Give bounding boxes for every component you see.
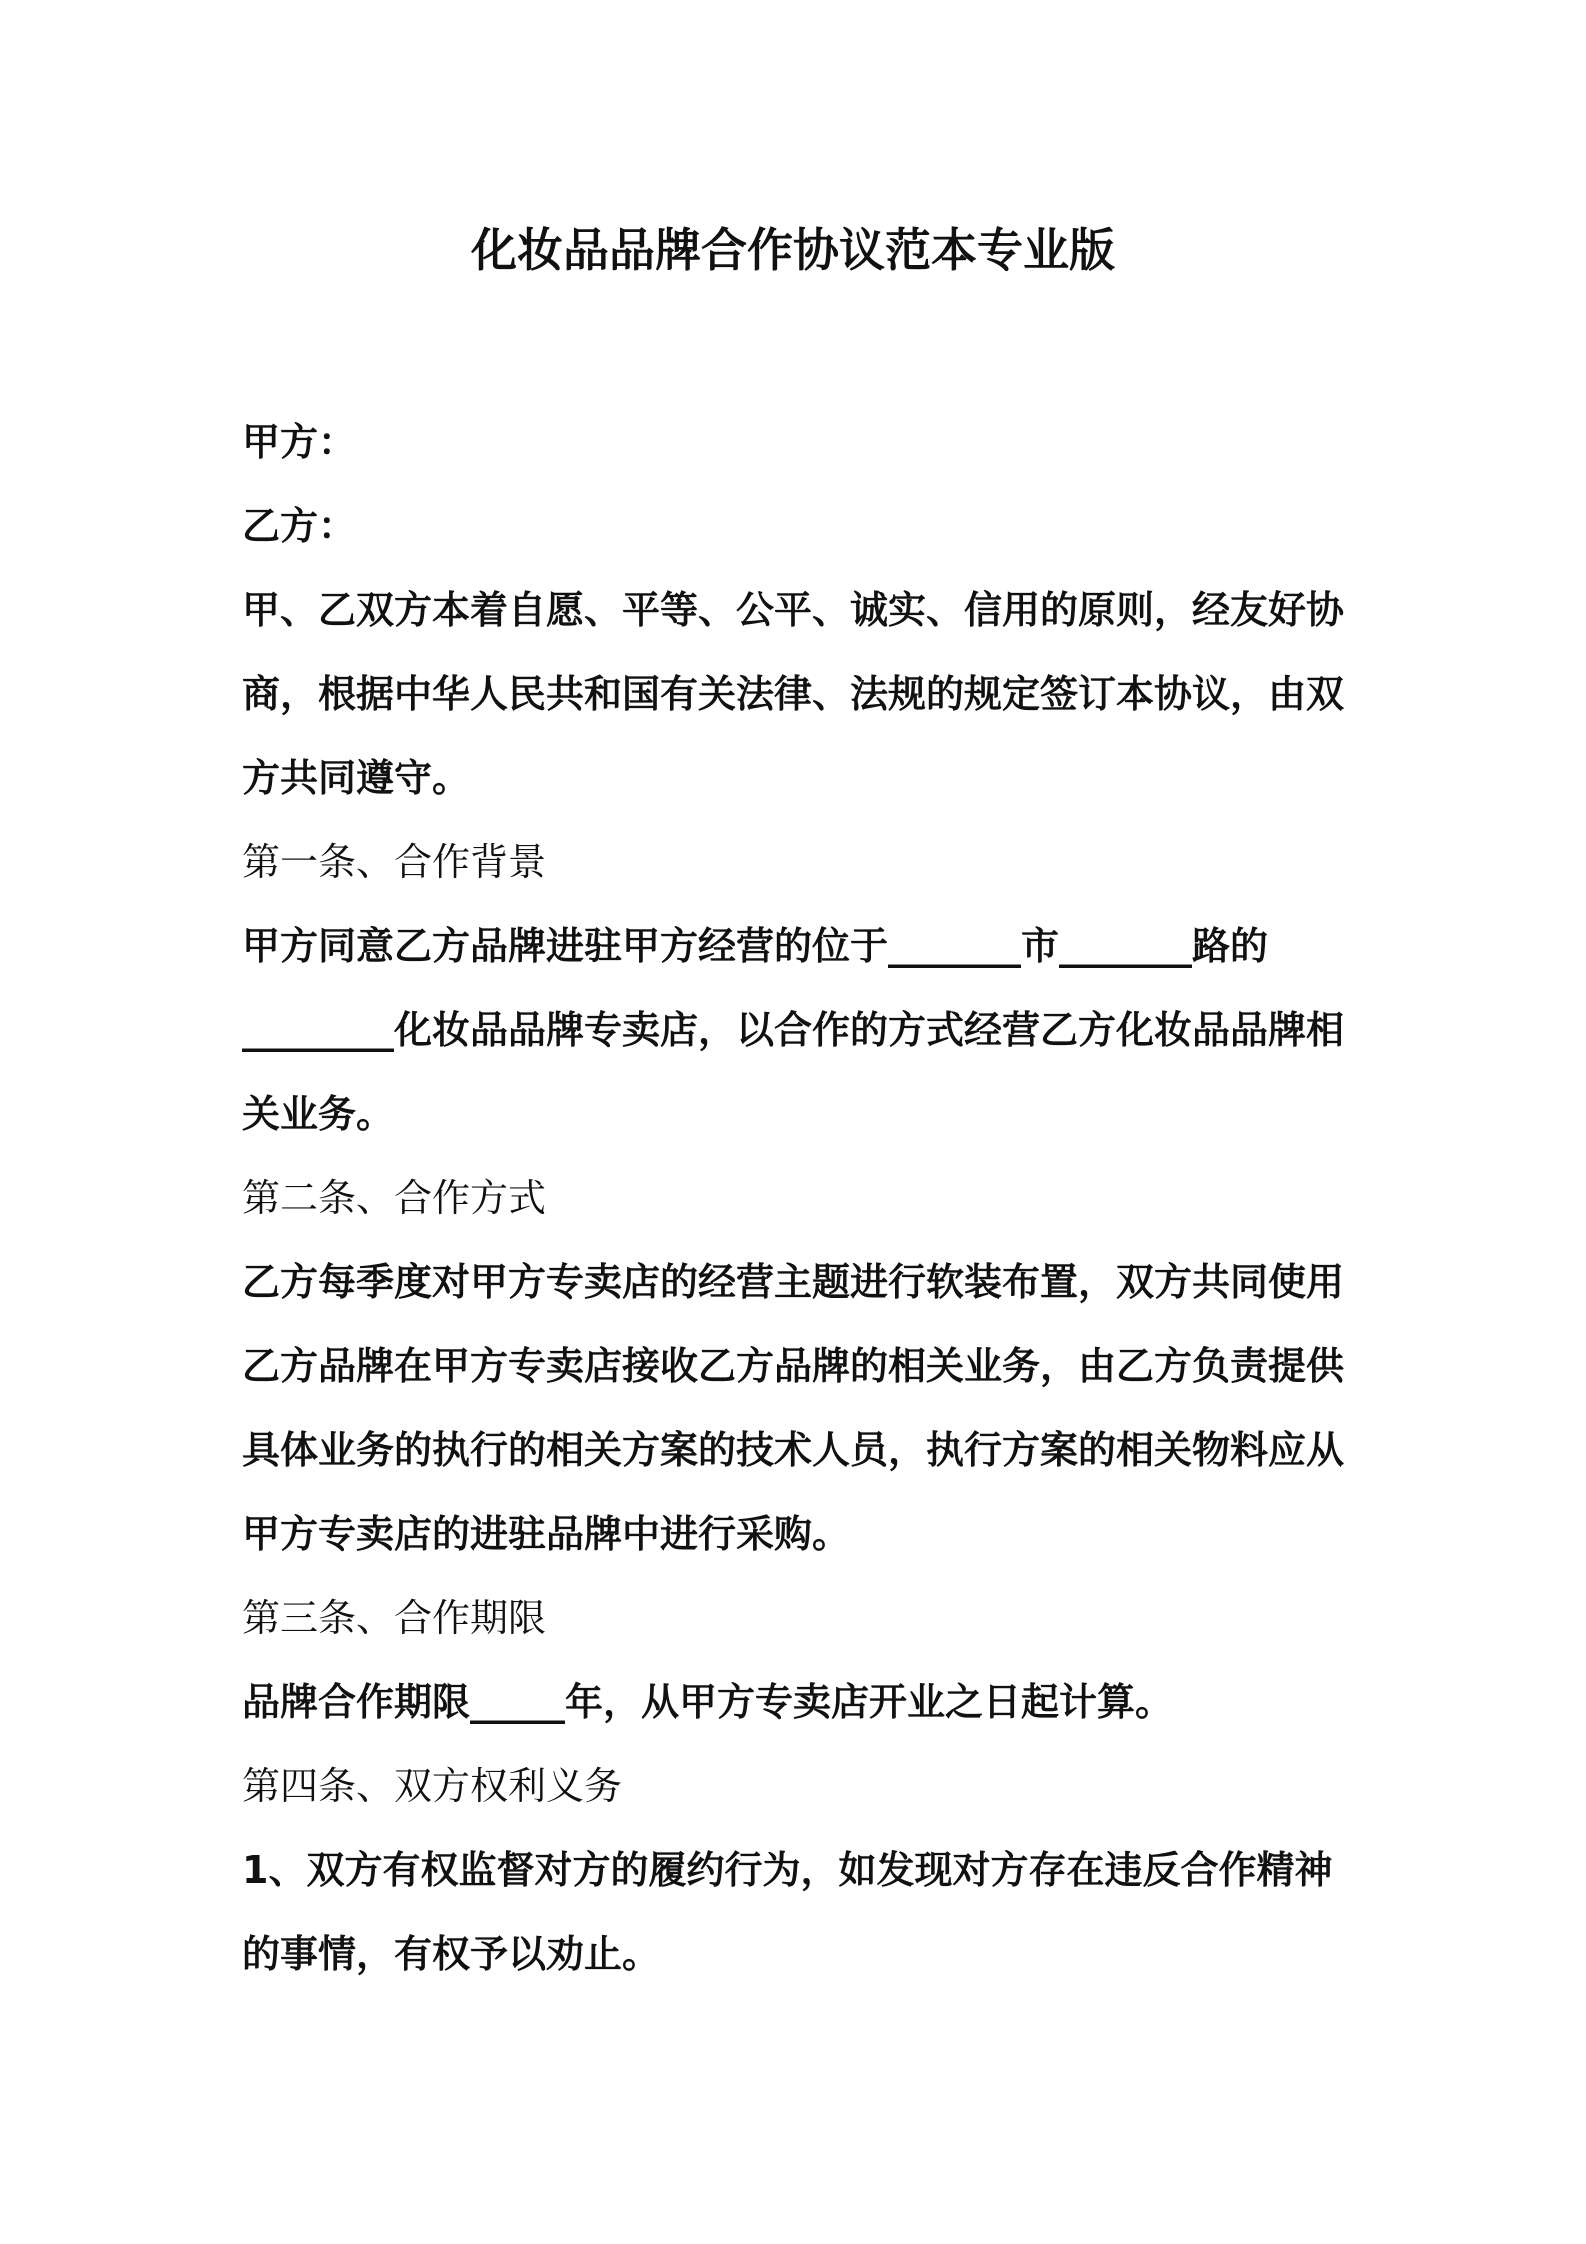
article-2-text: 乙方每季度对甲方专卖店的经营主题进行软装布置，双方共同使用乙方品牌在甲方专卖店接收乙方品牌的相关业务，由乙方负责提供具体业务的执行的相关方案的技术人员，执行方案的相关物料应从甲方专卖店的进驻品牌中进行采购。	[242, 1260, 1345, 1556]
preamble-paragraph: 甲、乙双方本着自愿、平等、公平、诚实、信用的原则，经友好协商，根据中华人民共和国有关法律、法规的规定签订本协议，由双方共同遵守。	[242, 588, 1345, 800]
article-2-heading: 第二条、合作方式	[242, 1176, 547, 1220]
article-4-item-1: 1、双方有权监督对方的履约行为，如发现对方存在违反合作精神的事情，有权予以劝止。	[242, 1848, 1333, 1976]
document-body	[242, 400, 1362, 1996]
party-a-label: 甲方：	[242, 420, 357, 464]
article-1-text: 甲方同意乙方品牌进驻甲方经营的位于_______市_______路的________化妆品品牌专卖店，以合作的方式经营乙方化妆品品牌相关业务。	[242, 924, 1345, 1136]
party-b-label: 乙方：	[242, 504, 357, 548]
article-1-heading: 第一条、合作背景	[242, 840, 547, 884]
article-3-heading: 第三条、合作期限	[242, 1596, 547, 1640]
document-title: 化妆品品牌合作协议范本专业版	[471, 223, 1115, 277]
article-3-text: 品牌合作期限_____年，从甲方专卖店开业之日起计算。	[242, 1680, 1174, 1724]
article-4-heading: 第四条、双方权利义务	[242, 1764, 623, 1808]
